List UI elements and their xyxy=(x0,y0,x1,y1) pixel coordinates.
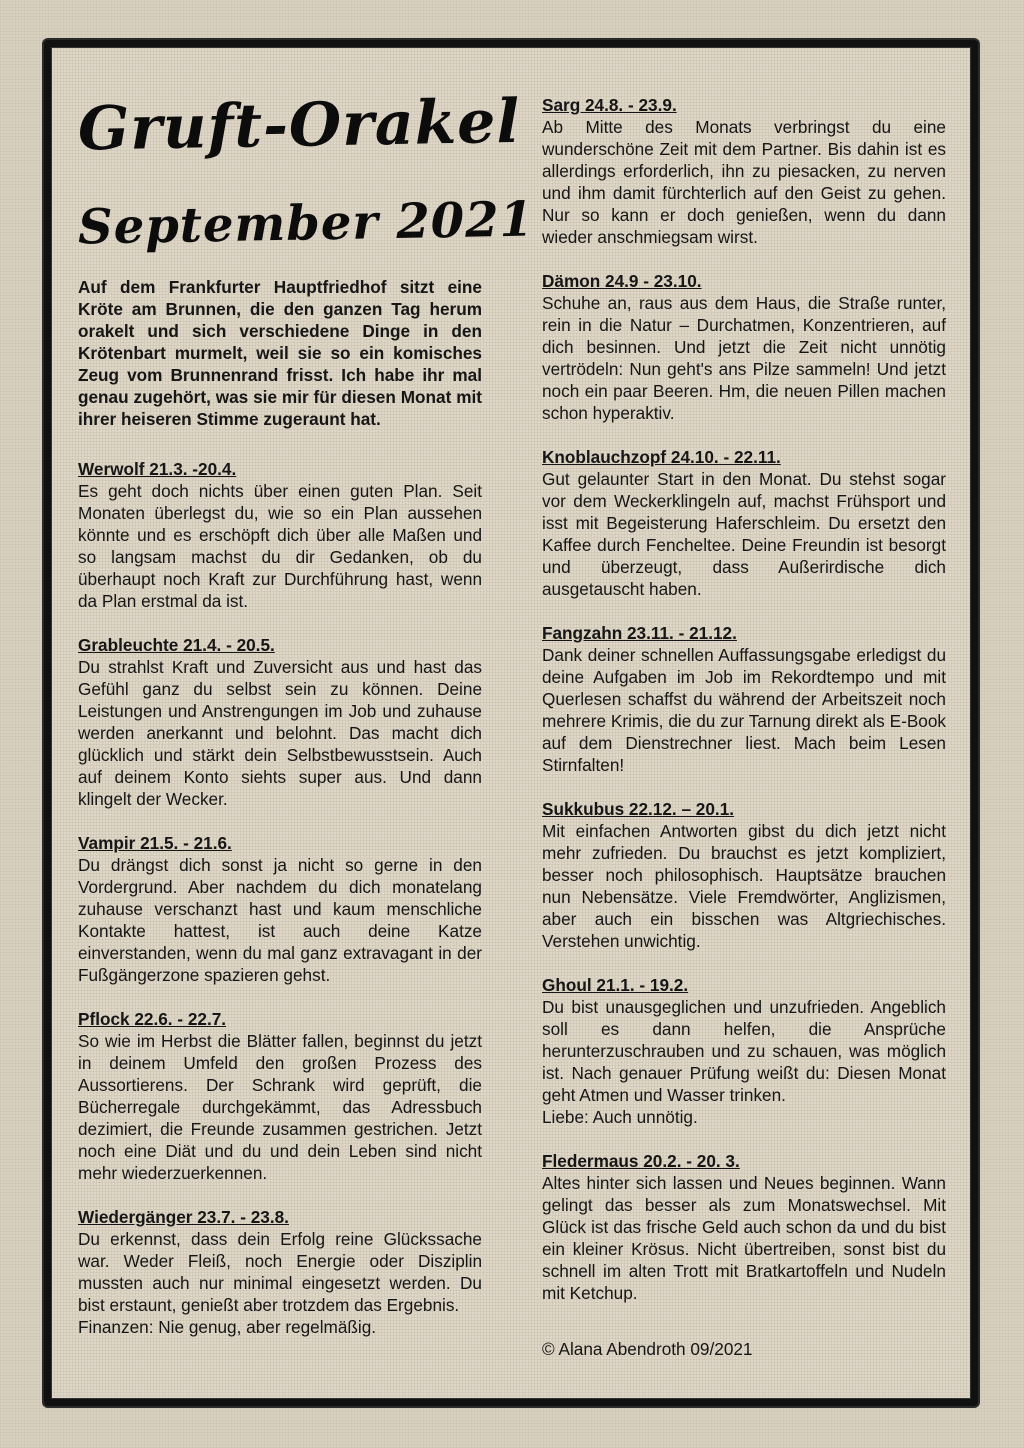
horoscope-werwolf xyxy=(78,458,482,612)
sign-heading: Knoblauchzopf 24.10. - 22.11. xyxy=(542,447,781,467)
title-month: September 2021 xyxy=(77,191,535,256)
sign-extra-text: Liebe: Auch unnötig. xyxy=(542,1107,698,1127)
sign-text: Du bist unausgeglichen und unzufrieden. Angeblich soll es dann helfen, die Ansprüche herunterzuschrauben und zu schauen, was möglich ist. Nach genauer Prüfung weißt du: Diesen Monat geht Atmen und Wasser trinken. xyxy=(542,997,946,1105)
sign-text: Dank deiner schnellen Auffassungsgabe erledigst du deine Aufgaben im Job im Rekordtempo und mit Querlesen schaffst du während der Arbeitszeit noch mehrere Krimis, die du zur Tarnung direkt als E-Book auf dem Dienstrechner liest. Mach beim Lesen Stirnfalten! xyxy=(542,645,946,775)
sign-text: Du strahlst Kraft und Zuversicht aus und hast das Gefühl ganz du selbst sein zu können. Deine Leistungen und Anstrengungen im Job und zuhause werden anerkannt und belohnt. Das macht dich glücklich und stärkt dein Selbstbewusstsein. Auch auf deinem Konto siehts super aus. Und dann klingelt der Wecker. xyxy=(78,657,482,809)
sign-text: Mit einfachen Antworten gibst du dich jetzt nicht mehr zufrieden. Du brauchst es jetzt kompliziert, besser noch philosophisch. Hauptsätze brauchen nun Nebensätze. Viele Fremdwörter, Anglizismen, aber auch ein bisschen was Altgriechisches. Verstehen unwichtig. xyxy=(542,821,946,951)
sign-text: Ab Mitte des Monats verbringst du eine wunderschöne Zeit mit dem Partner. Bis dahin ist es allerdings erforderlich, ihn zu piesacken, zu nerven und ihm damit fürchterlich auf den Geist zu gehen. Nur so kann er doch genießen, wenn du dann wieder anschmiegsam wirst. xyxy=(542,117,946,247)
sign-heading: Fledermaus 20.2. - 20. 3. xyxy=(542,1151,740,1171)
sign-heading: Sarg 24.8. - 23.9. xyxy=(542,95,677,115)
horoscope-sarg xyxy=(542,94,946,248)
sign-text: Du erkennst, dass dein Erfolg reine Glückssache war. Weder Fleiß, noch Energie oder Disziplin mussten auch nur minimal eingesetzt werden. Du bist erstaunt, genießt aber trotzdem das Ergebnis. xyxy=(78,1229,482,1315)
horoscope-sukkubus xyxy=(542,798,946,952)
sign-heading: Wiedergänger 23.7. - 23.8. xyxy=(78,1207,289,1227)
sign-heading: Fangzahn 23.11. - 21.12. xyxy=(542,623,737,643)
horoscope-wiedergaenger xyxy=(78,1206,482,1338)
horoscope-knoblauchzopf xyxy=(542,446,946,600)
sign-heading: Ghoul 21.1. - 19.2. xyxy=(542,975,689,995)
left-column xyxy=(77,84,535,1360)
sign-extra-text: Finanzen: Nie genug, aber regelmäßig. xyxy=(78,1317,377,1337)
horoscope-fangzahn xyxy=(542,622,946,776)
sign-heading: Grableuchte 21.4. - 20.5. xyxy=(78,635,275,655)
horoscope-daemon xyxy=(542,270,946,424)
sign-text: Du drängst dich sonst ja nicht so gerne in den Vordergrund. Aber nachdem du dich monatelang zuhause verschanzt hast und kaum menschliche Kontakte hattest, ist auch deine Katze einverstanden, wenn du mal ganz extravagant in der Fußgängerzone spazieren gehst. xyxy=(78,855,482,985)
right-column xyxy=(542,94,946,1360)
intro-paragraph: Auf dem Frankfurter Hauptfriedhof sitzt eine Kröte am Brunnen, die den ganzen Tag herum orakelt und sich verschiedene Dinge in den Krötenbart murmelt, weil sie so ein komisches Zeug vom Brunnenrand frisst. Ich habe ihr mal genau zugehört, was sie mir für diesen Monat mit ihrer heiseren Stimme zugeraunt hat. xyxy=(78,277,482,429)
title-gruft-orakel: Gruft-Orakel xyxy=(77,86,521,165)
horoscope-fledermaus xyxy=(542,1150,946,1304)
sign-heading: Dämon 24.9 - 23.10. xyxy=(542,271,702,291)
sign-heading: Sukkubus 22.12. – 20.1. xyxy=(542,799,735,819)
sign-heading: Pflock 22.6. - 22.7. xyxy=(78,1009,227,1029)
sign-heading: Vampir 21.5. - 21.6. xyxy=(78,833,232,853)
sign-heading: Werwolf 21.3. -20.4. xyxy=(78,459,237,479)
horoscope-vampir xyxy=(78,832,482,986)
sign-text: So wie im Herbst die Blätter fallen, beginnst du jetzt in deinem Umfeld den großen Prozess des Aussortierens. Der Schrank wird geprüft, die Bücherregale durchgekämmt, das Adressbuch dezimiert, die Freunde zusammen gestrichen. Jetzt noch eine Diät und du und dein Leben sind nicht mehr wiederzuerkennen. xyxy=(78,1031,482,1183)
sign-text: Schuhe an, raus aus dem Haus, die Straße runter, rein in die Natur – Durchatmen, Konzentrieren, auf dich besinnen. Und jetzt die Zeit nicht unnötig vertrödeln: Nun geht's ans Pilze sammeln! Und jetzt noch ein paar Beeren. Hm, die neuen Pillen machen schon hyperaktiv. xyxy=(542,293,946,423)
horoscope-ghoul xyxy=(542,974,946,1128)
sign-text: Es geht doch nichts über einen guten Plan. Seit Monaten überlegst du, wie so ein Plan aussehen könnte und es erschöpft dich über alle Maßen und so langsam machst du dir Gedanken, ob du überhaupt noch Kraft zur Durchführung hast, wenn da Plan erstmal da ist. xyxy=(78,481,482,611)
sign-text: Altes hinter sich lassen und Neues beginnen. Wann gelingt das besser als zum Monatswechsel. Mit Glück ist das frische Geld auch schon da und du bist ein kleiner Krösus. Nicht übertreiben, sonst bist du schnell im alten Trott mit Bratkartoffeln und Nudeln mit Ketchup. xyxy=(542,1173,946,1303)
horoscope-grableuchte xyxy=(78,634,482,810)
sign-text: Gut gelaunter Start in den Monat. Du stehst sogar vor dem Weckerklingeln auf, machst Frühsport und isst mit Begeisterung Haferschleim. Du ersetzt den Kaffee durch Fencheltee. Deine Freundin ist besorgt und überzeugt, dass Außerirdische dich ausgetauscht haben. xyxy=(542,469,946,599)
horoscope-pflock xyxy=(78,1008,482,1184)
copyright-notice: © Alana Abendroth 09/2021 xyxy=(542,1339,753,1359)
